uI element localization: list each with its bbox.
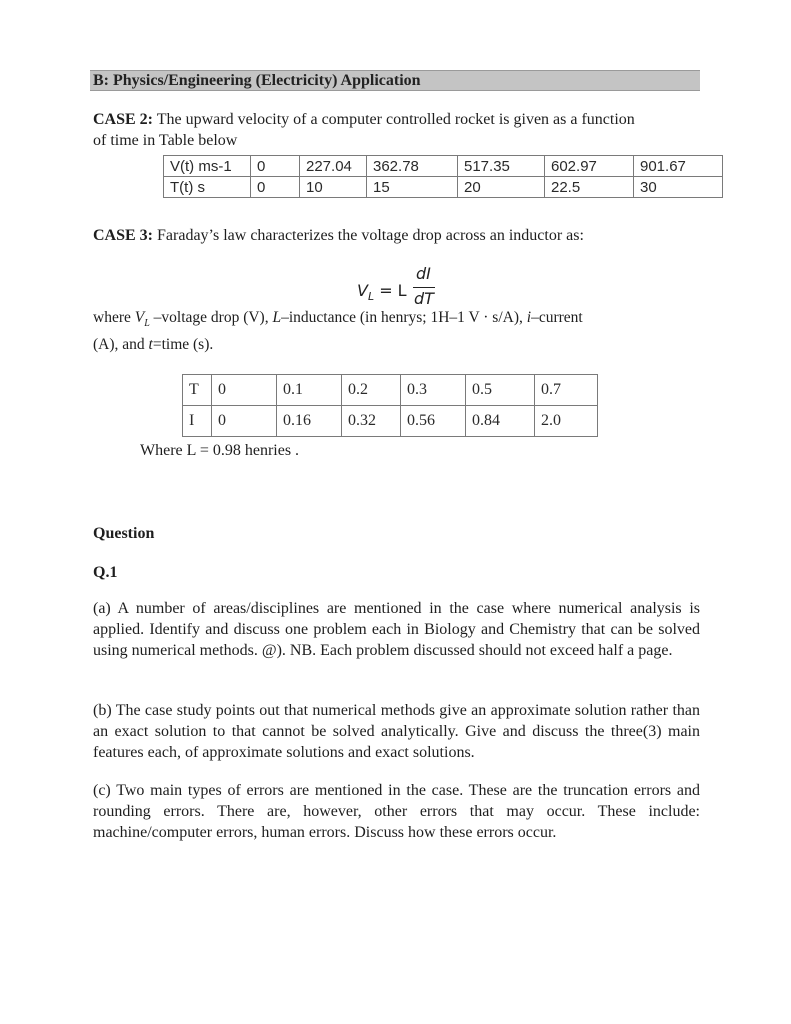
- table-cell: 2.0: [535, 406, 598, 437]
- table-cell: 0.1: [277, 375, 342, 406]
- case3-label: CASE 3:: [93, 227, 154, 244]
- fraction-bar: [413, 287, 435, 288]
- table-cell: 0.5: [466, 375, 535, 406]
- table-cell: 0: [212, 375, 277, 406]
- table-cell: 901.67: [634, 156, 723, 177]
- where-definitions: where $V_L$ –voltage drop (V), L–inductance (in henrys; 1H–1 V · s/A), i–current (A), and t=time (s).: [93, 309, 583, 354]
- table-row: [164, 156, 723, 177]
- table-cell: 0: [212, 406, 277, 437]
- table-cell: 0.56: [401, 406, 466, 437]
- velocity-table: [163, 155, 723, 198]
- q1-heading: Q.1: [93, 564, 118, 581]
- table-cell: 517.35: [458, 156, 545, 177]
- table-cell: 10: [300, 177, 367, 198]
- section-title: B: Physics/Engineering (Electricity) Application: [93, 72, 421, 89]
- table-cell: 0.7: [535, 375, 598, 406]
- case3-paragraph: [93, 225, 703, 246]
- table-cell: 0.16: [277, 406, 342, 437]
- table-cell: T(t) s: [164, 177, 251, 198]
- table-cell: 0: [251, 177, 300, 198]
- question-heading: Question: [93, 525, 155, 542]
- table-cell: 20: [458, 177, 545, 198]
- question-part-a: (a) A number of areas/disciplines are mentioned in the case where numerical analysis is applied. Identify and discuss one problem each in Biology and Chemistry that can be solved using numerical methods. @). NB. Each problem discussed should not exceed half a page.: [93, 600, 700, 659]
- question-part-c: (c) Two main types of errors are mentioned in the case. These are the truncation errors and rounding errors. There are, however, other errors that may occur. These include: machine/computer errors, human errors. Discuss how these errors occur.: [93, 782, 700, 841]
- case2-text-line2: of time in Table below: [93, 132, 238, 149]
- section-header-bar: [90, 70, 700, 91]
- table-row: [183, 406, 598, 437]
- table-cell: 0.32: [342, 406, 401, 437]
- table-cell: 0: [251, 156, 300, 177]
- question-part-b: (b) The case study points out that numerical methods give an approximate solution rather than an exact solution to that cannot be solved analytically. Give and discuss the three(3) main features each, of approximate solutions and exact solutions.: [93, 702, 700, 761]
- equation-equals: = L: [379, 281, 407, 300]
- table-cell: V(t) ms-1: [164, 156, 251, 177]
- table-cell: 30: [634, 177, 723, 198]
- table-cell: 0.3: [401, 375, 466, 406]
- current-table: [182, 374, 598, 437]
- table-row: [183, 375, 598, 406]
- equation-lhs: $V_L = L$: [357, 281, 407, 304]
- case3-text: Faraday’s law characterizes the voltage drop across an inductor as:: [157, 227, 584, 244]
- table-cell: T: [183, 375, 212, 406]
- table-cell: 22.5: [545, 177, 634, 198]
- table-cell: 227.04: [300, 156, 367, 177]
- case2-paragraph: [93, 109, 703, 151]
- table-cell: 602.97: [545, 156, 634, 177]
- table-cell: 0.2: [342, 375, 401, 406]
- equation-numerator: dI: [416, 264, 431, 283]
- case2-label: CASE 2:: [93, 111, 154, 128]
- table-cell: 0.84: [466, 406, 535, 437]
- table-row: [164, 177, 723, 198]
- table-cell: 362.78: [367, 156, 458, 177]
- table-cell: I: [183, 406, 212, 437]
- inductance-value: Where L = 0.98 henries .: [140, 442, 300, 459]
- equation-lhs-subscript: L: [367, 290, 375, 304]
- table-cell: 15: [367, 177, 458, 198]
- case2-text-line1: The upward velocity of a computer controlled rocket is given as a function: [156, 111, 635, 128]
- equation-denominator: dT: [414, 289, 434, 308]
